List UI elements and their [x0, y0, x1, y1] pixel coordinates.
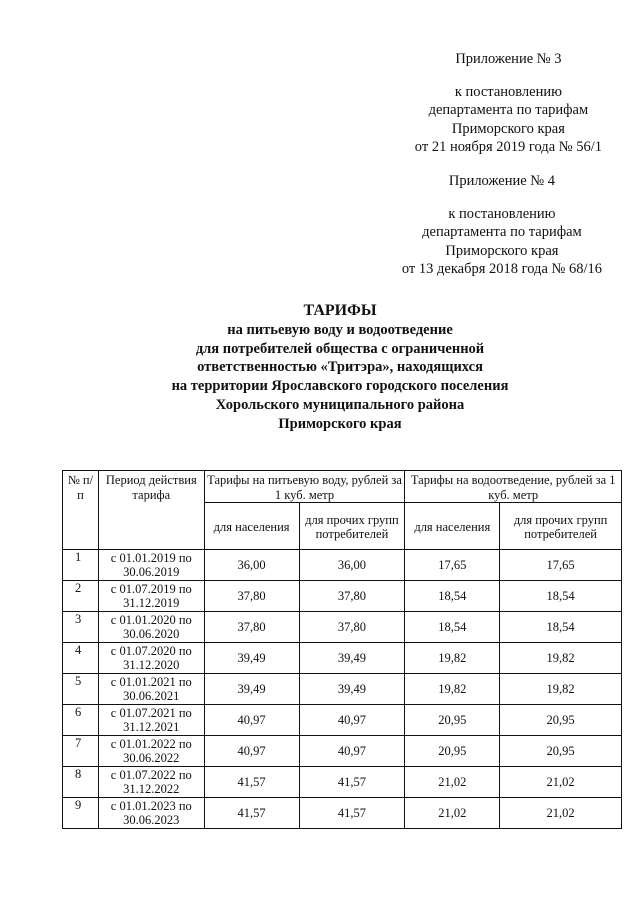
- document-title: [0, 302, 640, 434]
- cell-water-population: 37,80: [204, 581, 299, 612]
- cell-water-population: 40,97: [204, 736, 299, 767]
- cell-sewer-other: 21,02: [500, 798, 622, 829]
- tariff-rows: [63, 550, 622, 829]
- cell-num: 8: [63, 767, 99, 798]
- tariffs-table: [62, 470, 622, 829]
- cell-num: 5: [63, 674, 99, 705]
- cell-num: 9: [63, 798, 99, 829]
- cell-water-population: 39,49: [204, 643, 299, 674]
- cell-water-other: 37,80: [299, 581, 405, 612]
- cell-sewer-population: 19,82: [405, 674, 500, 705]
- appendix-4-block: [402, 172, 602, 279]
- appendix-4-line: Приморского края: [445, 242, 559, 259]
- period-from: с 01.07.2022 по: [110, 767, 192, 782]
- cell-period: [98, 705, 204, 736]
- cell-water-population: 37,80: [204, 612, 299, 643]
- period-to: 30.06.2023: [123, 813, 180, 827]
- cell-water-other: 41,57: [299, 767, 405, 798]
- table-row: [63, 798, 622, 829]
- appendix-4-line: к постановлению: [448, 205, 556, 222]
- cell-num: 7: [63, 736, 99, 767]
- cell-num: 3: [63, 612, 99, 643]
- period-to: 30.06.2020: [123, 627, 180, 641]
- cell-sewer-population: 17,65: [405, 550, 500, 581]
- period-from: с 01.01.2023 по: [110, 798, 192, 813]
- cell-sewer-other: 19,82: [500, 643, 622, 674]
- cell-period: [98, 798, 204, 829]
- cell-sewer-population: 18,54: [405, 581, 500, 612]
- period-from: с 01.07.2021 по: [110, 705, 192, 720]
- appendix-4-title: Приложение № 4: [448, 173, 556, 189]
- cell-sewer-population: 18,54: [405, 612, 500, 643]
- header-num: № п/п: [63, 471, 99, 550]
- cell-period: [98, 550, 204, 581]
- cell-num: 6: [63, 705, 99, 736]
- period-from: с 01.07.2020 по: [110, 643, 192, 658]
- cell-sewer-population: 20,95: [405, 705, 500, 736]
- cell-sewer-other: 20,95: [500, 705, 622, 736]
- appendix-3-line: департамента по тарифам: [428, 102, 589, 118]
- appendix-3-block: [415, 50, 602, 157]
- cell-period: [98, 736, 204, 767]
- period-to: 31.12.2021: [123, 720, 180, 734]
- cell-num: 2: [63, 581, 99, 612]
- cell-water-other: 40,97: [299, 736, 405, 767]
- table-row: [63, 767, 622, 798]
- cell-water-other: 39,49: [299, 643, 405, 674]
- period-from: с 01.01.2019 по: [110, 550, 192, 565]
- title-line: Хорольского муниципального района: [215, 396, 465, 413]
- period-from: с 01.01.2020 по: [110, 612, 192, 627]
- title-line: ответственностью «Тритэра», находящихся: [197, 359, 483, 376]
- period-from: с 01.07.2019 по: [110, 581, 192, 596]
- appendix-4-date: от 13 декабря 2018 года № 68/16: [401, 261, 602, 277]
- header-sewer-other: для прочих групп потребителей: [500, 503, 622, 550]
- cell-sewer-other: 21,02: [500, 767, 622, 798]
- cell-sewer-other: 20,95: [500, 736, 622, 767]
- title-main: ТАРИФЫ: [303, 302, 377, 319]
- table-row: [63, 612, 622, 643]
- period-to: 30.06.2019: [123, 565, 180, 579]
- cell-period: [98, 767, 204, 798]
- header-period: Период действия тарифа: [98, 471, 204, 550]
- title-line: на питьевую воду и водоотведение: [227, 321, 453, 338]
- cell-sewer-other: 19,82: [500, 674, 622, 705]
- period-to: 30.06.2021: [123, 689, 180, 703]
- title-line: для потребителей общества с ограниченной: [195, 340, 485, 357]
- header-water-other: для прочих групп потребителей: [299, 503, 405, 550]
- cell-num: 4: [63, 643, 99, 674]
- title-line: на территории Ярославского городского поселения: [171, 378, 509, 395]
- table-row: [63, 581, 622, 612]
- appendix-3-line: Приморского края: [451, 120, 565, 137]
- header-sewer: Тарифы на водоотведение, рублей за 1 куб. метр: [405, 471, 622, 503]
- cell-water-other: 41,57: [299, 798, 405, 829]
- appendix-3-title: Приложение № 3: [455, 51, 562, 67]
- table-row: [63, 674, 622, 705]
- cell-water-population: 36,00: [204, 550, 299, 581]
- period-from: с 01.01.2021 по: [110, 674, 192, 689]
- table-row: [63, 643, 622, 674]
- cell-water-other: 37,80: [299, 612, 405, 643]
- cell-num: 1: [63, 550, 99, 581]
- cell-water-other: 39,49: [299, 674, 405, 705]
- cell-period: [98, 674, 204, 705]
- header-water: Тарифы на питьевую воду, рублей за 1 куб. метр: [204, 471, 405, 503]
- cell-sewer-population: 21,02: [405, 798, 500, 829]
- cell-water-population: 39,49: [204, 674, 299, 705]
- table-row: [63, 550, 622, 581]
- period-to: 30.06.2022: [123, 751, 180, 765]
- table-row: [63, 705, 622, 736]
- cell-water-other: 40,97: [299, 705, 405, 736]
- appendix-3-date: от 21 ноября 2019 года № 56/1: [414, 139, 602, 155]
- header-water-population: для населения: [204, 503, 299, 550]
- table-row: [63, 736, 622, 767]
- cell-water-population: 40,97: [204, 705, 299, 736]
- cell-sewer-population: 19,82: [405, 643, 500, 674]
- title-line: Приморского края: [278, 415, 402, 432]
- appendix-3-line: к постановлению: [454, 83, 562, 100]
- period-from: с 01.01.2022 по: [110, 736, 192, 751]
- cell-sewer-population: 20,95: [405, 736, 500, 767]
- cell-water-population: 41,57: [204, 798, 299, 829]
- cell-water-population: 41,57: [204, 767, 299, 798]
- cell-period: [98, 581, 204, 612]
- cell-water-other: 36,00: [299, 550, 405, 581]
- cell-sewer-other: 17,65: [500, 550, 622, 581]
- cell-period: [98, 643, 204, 674]
- period-to: 31.12.2020: [123, 658, 180, 672]
- period-to: 31.12.2019: [123, 596, 180, 610]
- cell-sewer-population: 21,02: [405, 767, 500, 798]
- period-to: 31.12.2022: [123, 782, 180, 796]
- appendix-4-line: департамента по тарифам: [422, 224, 582, 240]
- header-sewer-population: для населения: [405, 503, 500, 550]
- cell-period: [98, 612, 204, 643]
- cell-sewer-other: 18,54: [500, 581, 622, 612]
- cell-sewer-other: 18,54: [500, 612, 622, 643]
